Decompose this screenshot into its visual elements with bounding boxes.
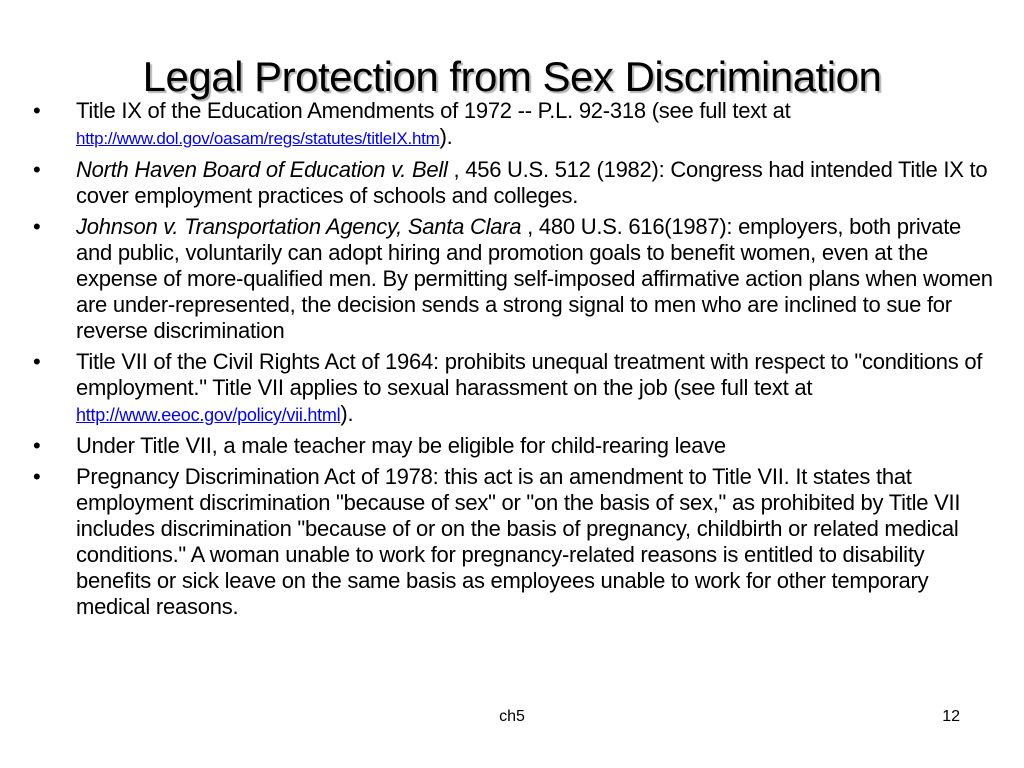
footer-chapter: ch5 <box>499 708 525 725</box>
footer-page-number: 12 <box>942 708 960 725</box>
bullet-icon: • <box>33 464 41 489</box>
slide-title: Legal Protection from Sex Discrimination <box>142 53 882 101</box>
bullet-icon: • <box>33 98 41 123</box>
bullet-north-haven <box>33 157 993 209</box>
bullet-title-vii <box>33 349 993 428</box>
bullet-text: Title IX of the Education Amendments of 1972 -- P.L. 92-318 (see full text at <box>76 98 791 123</box>
bullet-list <box>33 98 993 625</box>
bullet-text: Under Title VII, a male teacher may be eligible for child-rearing leave <box>76 433 726 458</box>
bullet-icon: • <box>33 214 41 239</box>
bullet-icon: • <box>33 157 41 182</box>
bullet-pregnancy-act <box>33 464 993 620</box>
bullet-text: , 456 U.S. 512 (1982): Congress had intended Title IX to cover employment practices of schools and colleges. <box>76 157 988 208</box>
bullet-text: Pregnancy Discrimination Act of 1978: this act is an amendment to Title VII. It states that employment discrimination "because of sex" or "on the basis of sex," as prohibited by Title VII includes discrimination "because of or on the basis of pregnancy, childbirth or related medical conditions." A woman unable to work for pregnancy-related reasons is entitled to disability benefits or sick leave on the same basis as employees unable to work for other temporary medical reasons. <box>76 464 961 619</box>
bullet-icon: • <box>33 433 41 458</box>
bullet-text-end: ). <box>340 401 354 426</box>
case-name: Johnson v. Transportation Agency, Santa Clara <box>76 214 522 239</box>
title-vii-link[interactable]: http://www.eeoc.gov/policy/vii.html <box>76 405 341 425</box>
bullet-child-rearing-leave <box>33 433 993 459</box>
bullet-text: , 480 U.S. 616(1987): employers, both private and public, voluntarily can adopt hiring and promotion goals to benefit women, even at the expense of more-qualified men. By permitting self-imposed affirmative action plans when women are under-represented, the decision sends a strong signal to men who are inclined to sue for reverse discrimination <box>76 214 993 343</box>
bullet-icon: • <box>33 349 41 374</box>
bullet-text: Title VII of the Civil Rights Act of 1964: prohibits unequal treatment with respect to "conditions of employment." Title VII applies to sexual harassment on the job (see full text at <box>76 349 983 400</box>
bullet-text-end: ). <box>439 124 453 149</box>
bullet-title-ix <box>33 98 993 152</box>
bullet-johnson <box>33 214 993 344</box>
title-ix-link[interactable]: http://www.dol.gov/oasam/regs/statutes/titleIX.htm <box>76 129 440 148</box>
case-name: North Haven Board of Education v. Bell <box>76 157 448 182</box>
